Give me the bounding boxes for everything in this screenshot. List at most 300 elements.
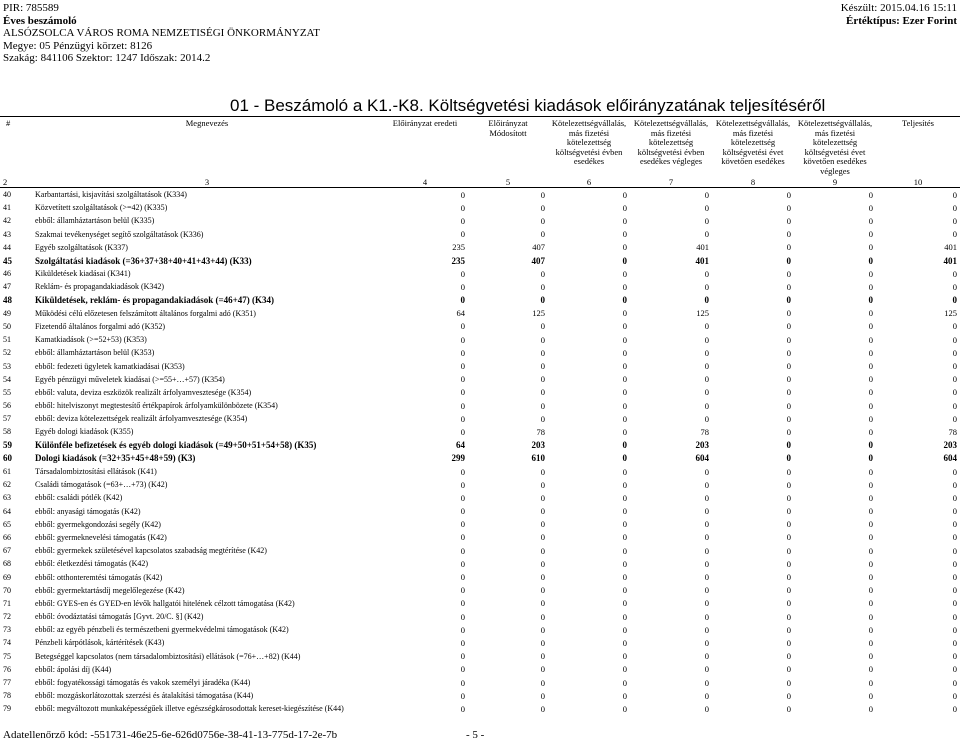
row-value: 0 xyxy=(540,572,545,583)
row-value: 0 xyxy=(460,677,465,688)
table-row xyxy=(0,650,960,663)
row-label: ebből: gyermeknevelési támogatás (K42) xyxy=(35,532,167,542)
row-number: 57 xyxy=(3,414,11,424)
row-value: 0 xyxy=(952,664,957,675)
row-value: 0 xyxy=(622,532,627,543)
col-hash: # xyxy=(0,117,32,177)
table-row xyxy=(0,386,960,399)
row-value: 0 xyxy=(622,387,627,398)
row-value: 0 xyxy=(460,611,465,622)
row-value: 0 xyxy=(868,387,873,398)
row-value: 0 xyxy=(786,598,791,609)
row-value: 0 xyxy=(868,400,873,411)
row-value: 0 xyxy=(622,479,627,490)
row-value: 0 xyxy=(868,242,873,253)
row-value: 0 xyxy=(952,189,957,200)
row-value: 0 xyxy=(786,651,791,662)
table-row xyxy=(0,663,960,676)
row-value: 0 xyxy=(786,387,791,398)
row-value: 0 xyxy=(460,426,465,437)
row-value: 0 xyxy=(540,479,545,490)
row-label: ebből: megváltozott munkaképességűek illetve egészségkárosodottak kereset-kiegészítése (K44) xyxy=(35,704,344,714)
col-original-appropriation: Előirányzat eredeti xyxy=(382,117,468,177)
row-value: 0 xyxy=(622,189,627,200)
row-number: 42 xyxy=(3,216,11,226)
row-value: 0 xyxy=(868,479,873,490)
row-value: 0 xyxy=(786,572,791,583)
table-row xyxy=(0,531,960,544)
colnum: 7 xyxy=(630,176,712,188)
row-value: 0 xyxy=(622,545,627,556)
row-value: 235 xyxy=(452,242,465,253)
row-value: 0 xyxy=(622,281,627,292)
row-value: 0 xyxy=(952,347,957,358)
row-number: 52 xyxy=(3,348,11,358)
row-value: 0 xyxy=(786,189,791,200)
row-value: 0 xyxy=(786,545,791,556)
row-value: 0 xyxy=(786,229,791,240)
row-value: 0 xyxy=(786,202,791,213)
row-value: 0 xyxy=(952,215,957,226)
row-value: 0 xyxy=(704,295,709,306)
row-value: 0 xyxy=(460,321,465,332)
row-number: 78 xyxy=(3,691,11,701)
row-value: 0 xyxy=(704,545,709,556)
row-value: 0 xyxy=(622,268,627,279)
row-value: 0 xyxy=(704,677,709,688)
row-value: 0 xyxy=(460,532,465,543)
row-number: 59 xyxy=(3,440,12,451)
row-value: 0 xyxy=(704,400,709,411)
row-value: 0 xyxy=(704,229,709,240)
row-value: 0 xyxy=(952,295,957,306)
row-value: 0 xyxy=(460,268,465,279)
row-label: ebből: hitelviszonyt megtestesítő értékpapírok árfolyamkülönbözete (K354) xyxy=(35,401,278,411)
row-value: 0 xyxy=(952,321,957,332)
row-value: 0 xyxy=(460,598,465,609)
row-value: 0 xyxy=(952,690,957,701)
row-value: 0 xyxy=(460,281,465,292)
row-value: 0 xyxy=(704,268,709,279)
row-value: 0 xyxy=(704,215,709,226)
row-value: 0 xyxy=(622,215,627,226)
row-value: 0 xyxy=(952,545,957,556)
row-value: 0 xyxy=(868,321,873,332)
row-value: 125 xyxy=(944,308,957,319)
row-number: 43 xyxy=(3,229,11,239)
row-label: ebből: GYES-en és GYED-en lévők hallgatói hitelének célzott támogatása (K42) xyxy=(35,598,295,608)
row-label: Szolgáltatási kiadások (=36+37+38+40+41+43+44) (K33) xyxy=(35,255,252,266)
table-row xyxy=(0,518,960,531)
row-value: 0 xyxy=(460,400,465,411)
row-label: Karbantartási, kisjavítási szolgáltatások (K334) xyxy=(35,190,187,200)
table-row xyxy=(0,399,960,412)
row-value: 125 xyxy=(532,308,545,319)
row-value: 0 xyxy=(868,215,873,226)
row-value: 0 xyxy=(460,295,465,306)
row-value: 125 xyxy=(696,308,709,319)
row-number: 62 xyxy=(3,480,11,490)
table-row xyxy=(0,228,960,241)
row-value: 64 xyxy=(456,440,465,451)
row-value: 0 xyxy=(786,690,791,701)
row-label: Betegséggel kapcsolatos (nem társadalombiztosítási) ellátások (=76+…+82) (K44) xyxy=(35,651,301,661)
row-value: 0 xyxy=(952,637,957,648)
colnum: 4 xyxy=(382,176,468,188)
row-value: 0 xyxy=(786,361,791,372)
row-value: 0 xyxy=(540,281,545,292)
row-value: 0 xyxy=(704,637,709,648)
row-number: 55 xyxy=(3,387,11,397)
table-row xyxy=(0,359,960,372)
row-value: 0 xyxy=(868,572,873,583)
row-value: 0 xyxy=(868,202,873,213)
row-number: 77 xyxy=(3,678,11,688)
row-value: 0 xyxy=(622,466,627,477)
row-label: ebből: ápolási díj (K44) xyxy=(35,664,112,674)
row-value: 0 xyxy=(540,413,545,424)
row-value: 0 xyxy=(704,664,709,675)
row-value: 0 xyxy=(868,281,873,292)
row-value: 0 xyxy=(460,374,465,385)
row-value: 0 xyxy=(786,585,791,596)
row-number: 65 xyxy=(3,519,11,529)
row-number: 48 xyxy=(3,295,12,306)
row-value: 0 xyxy=(704,479,709,490)
row-value: 604 xyxy=(943,453,957,464)
row-number: 76 xyxy=(3,664,11,674)
row-label: ebből: az egyéb pénzbeli és természetbeni gyermekvédelmi támogatások (K42) xyxy=(35,625,289,635)
row-number: 64 xyxy=(3,506,11,516)
row-value: 0 xyxy=(952,572,957,583)
table-row xyxy=(0,333,960,346)
row-value: 0 xyxy=(868,664,873,675)
row-value: 235 xyxy=(451,255,465,266)
row-label: ebből: valuta, deviza eszközök realizált árfolyamvesztesége (K354) xyxy=(35,387,252,397)
row-value: 0 xyxy=(704,361,709,372)
row-value: 0 xyxy=(786,215,791,226)
value-type: Értéktípus: Ezer Forint xyxy=(845,14,957,27)
row-value: 0 xyxy=(786,703,791,714)
row-value: 401 xyxy=(695,255,709,266)
row-value: 0 xyxy=(622,255,627,266)
row-value: 0 xyxy=(704,624,709,635)
row-value: 0 xyxy=(952,611,957,622)
expenditure-table xyxy=(0,116,960,716)
row-value: 0 xyxy=(786,374,791,385)
row-value: 0 xyxy=(704,202,709,213)
row-value: 299 xyxy=(451,453,465,464)
row-number: 70 xyxy=(3,585,11,595)
row-label: Működési célú előzetesen felszámított általános forgalmi adó (K351) xyxy=(35,308,256,318)
row-value: 0 xyxy=(868,585,873,596)
row-value: 0 xyxy=(868,413,873,424)
row-value: 0 xyxy=(460,703,465,714)
row-number: 49 xyxy=(3,308,11,318)
row-value: 0 xyxy=(540,387,545,398)
row-label: ebből: mozgáskorlátozottak szerzési és átalakítási támogatása (K44) xyxy=(35,691,254,701)
row-value: 0 xyxy=(786,453,791,464)
sector-line: Szakág: 841106 Szektor: 1247 Időszak: 2014.2 xyxy=(3,52,211,64)
row-number: 71 xyxy=(3,598,11,608)
report-header-left xyxy=(3,2,320,65)
row-number: 69 xyxy=(3,572,11,582)
row-number: 75 xyxy=(3,651,11,661)
row-number: 72 xyxy=(3,612,11,622)
row-value: 0 xyxy=(868,637,873,648)
row-number: 66 xyxy=(3,532,11,542)
row-value: 0 xyxy=(868,703,873,714)
row-value: 0 xyxy=(622,598,627,609)
row-value: 0 xyxy=(868,229,873,240)
row-value: 0 xyxy=(622,703,627,714)
row-value: 0 xyxy=(786,558,791,569)
row-value: 0 xyxy=(952,558,957,569)
row-value: 0 xyxy=(622,440,627,451)
colnum: 2 xyxy=(0,176,32,188)
row-value: 0 xyxy=(540,558,545,569)
table-row xyxy=(0,412,960,425)
row-value: 0 xyxy=(622,426,627,437)
colnum: 8 xyxy=(712,176,794,188)
report-header-right xyxy=(841,2,957,27)
row-label: Különféle befizetések és egyéb dologi kiadások (=49+50+51+54+58) (K35) xyxy=(35,440,317,451)
row-value: 0 xyxy=(704,281,709,292)
row-value: 0 xyxy=(786,637,791,648)
row-value: 0 xyxy=(786,242,791,253)
row-value: 0 xyxy=(622,677,627,688)
row-value: 0 xyxy=(460,585,465,596)
row-value: 0 xyxy=(540,598,545,609)
row-value: 78 xyxy=(700,426,709,437)
row-value: 0 xyxy=(952,519,957,530)
row-value: 0 xyxy=(460,545,465,556)
row-number: 51 xyxy=(3,335,11,345)
row-value: 0 xyxy=(868,255,873,266)
column-number-row xyxy=(0,176,960,188)
row-value: 0 xyxy=(540,268,545,279)
report-title: 01 - Beszámoló a K1.-K8. Költségvetési kiadások előirányzatának teljesítéséről xyxy=(230,96,826,115)
row-value: 0 xyxy=(786,255,791,266)
row-number: 47 xyxy=(3,282,11,292)
row-value: 0 xyxy=(952,400,957,411)
row-value: 0 xyxy=(540,361,545,372)
row-value: 0 xyxy=(786,532,791,543)
row-value: 0 xyxy=(952,624,957,635)
row-value: 0 xyxy=(952,268,957,279)
row-value: 0 xyxy=(868,492,873,503)
row-value: 0 xyxy=(952,229,957,240)
row-value: 0 xyxy=(622,295,627,306)
row-label: ebből: gyermekgondozási segély (K42) xyxy=(35,519,161,529)
row-number: 73 xyxy=(3,625,11,635)
row-value: 0 xyxy=(952,334,957,345)
row-value: 0 xyxy=(622,624,627,635)
table-row xyxy=(0,425,960,438)
table-row xyxy=(0,214,960,227)
row-label: ebből: életkezdési támogatás (K42) xyxy=(35,559,149,569)
row-value: 0 xyxy=(704,374,709,385)
row-value: 0 xyxy=(540,519,545,530)
row-value: 0 xyxy=(540,532,545,543)
row-value: 0 xyxy=(622,374,627,385)
row-label: ebből: deviza kötelezettségek realizált árfolyamvesztesége (K354) xyxy=(35,414,248,424)
row-value: 203 xyxy=(531,440,545,451)
row-label: ebből: államháztartáson belül (K335) xyxy=(35,216,155,226)
row-value: 0 xyxy=(540,637,545,648)
row-value: 0 xyxy=(868,506,873,517)
row-value: 610 xyxy=(531,453,545,464)
row-value: 0 xyxy=(622,506,627,517)
row-label: Kiküldetések kiadásai (K341) xyxy=(35,269,131,279)
row-value: 0 xyxy=(460,506,465,517)
row-value: 0 xyxy=(540,466,545,477)
row-value: 0 xyxy=(704,690,709,701)
row-value: 0 xyxy=(460,519,465,530)
row-value: 0 xyxy=(952,281,957,292)
table-row xyxy=(0,597,960,610)
row-value: 0 xyxy=(786,347,791,358)
row-value: 0 xyxy=(868,545,873,556)
row-value: 0 xyxy=(460,229,465,240)
row-label: Egyéb szolgáltatások (K337) xyxy=(35,242,128,252)
row-value: 203 xyxy=(695,440,709,451)
table-row xyxy=(0,346,960,359)
row-value: 0 xyxy=(786,506,791,517)
row-value: 0 xyxy=(868,295,873,306)
colnum: 9 xyxy=(794,176,876,188)
row-value: 401 xyxy=(943,255,957,266)
row-value: 0 xyxy=(460,361,465,372)
row-value: 0 xyxy=(460,387,465,398)
row-value: 0 xyxy=(622,202,627,213)
row-number: 67 xyxy=(3,546,11,556)
row-value: 0 xyxy=(786,677,791,688)
table-row xyxy=(0,544,960,557)
row-value: 0 xyxy=(786,492,791,503)
table-row xyxy=(0,254,960,267)
row-value: 0 xyxy=(622,321,627,332)
row-number: 60 xyxy=(3,453,12,464)
row-value: 0 xyxy=(786,400,791,411)
table-row xyxy=(0,439,960,452)
row-value: 0 xyxy=(786,519,791,530)
row-value: 0 xyxy=(460,215,465,226)
row-value: 0 xyxy=(540,229,545,240)
row-value: 0 xyxy=(868,426,873,437)
row-value: 0 xyxy=(704,651,709,662)
row-label: ebből: családi pótlék (K42) xyxy=(35,493,123,503)
row-value: 0 xyxy=(786,466,791,477)
column-header-row xyxy=(0,117,960,177)
row-value: 0 xyxy=(952,506,957,517)
row-label: Pénzbeli kárpótlások, kártérítések (K43) xyxy=(35,638,165,648)
row-value: 0 xyxy=(540,492,545,503)
row-number: 74 xyxy=(3,638,11,648)
table-row xyxy=(0,623,960,636)
row-label: Fizetendő általános forgalmi adó (K352) xyxy=(35,321,166,331)
row-value: 0 xyxy=(622,400,627,411)
row-number: 50 xyxy=(3,321,11,331)
row-value: 0 xyxy=(540,677,545,688)
row-label: ebből: gyermekek születésével kapcsolatos szabadság megtérítése (K42) xyxy=(35,546,267,556)
row-value: 0 xyxy=(540,611,545,622)
table-row xyxy=(0,280,960,293)
row-label: Egyéb pénzügyi műveletek kiadásai (>=55+…+57) (K354) xyxy=(35,374,225,384)
table-row xyxy=(0,465,960,478)
col-commitment-following-final: Kötelezettségvállalás, más fizetési kötelezettség költségvetési évet követően esedékes végleges xyxy=(794,117,876,177)
row-value: 0 xyxy=(460,202,465,213)
row-value: 0 xyxy=(622,242,627,253)
row-label: ebből: otthonteremtési támogatás (K42) xyxy=(35,572,163,582)
row-value: 0 xyxy=(540,585,545,596)
row-number: 41 xyxy=(3,203,11,213)
row-value: 0 xyxy=(704,558,709,569)
row-value: 0 xyxy=(868,440,873,451)
row-value: 0 xyxy=(460,637,465,648)
row-value: 0 xyxy=(704,466,709,477)
row-value: 0 xyxy=(540,664,545,675)
table-row xyxy=(0,557,960,570)
row-value: 0 xyxy=(704,585,709,596)
row-value: 0 xyxy=(952,479,957,490)
row-value: 0 xyxy=(786,321,791,332)
col-modified-appropriation: Előirányzat Módosított xyxy=(468,117,548,177)
row-label: Dologi kiadások (=32+35+45+48+59) (K3) xyxy=(35,453,196,464)
row-value: 0 xyxy=(952,202,957,213)
row-value: 0 xyxy=(540,295,545,306)
row-value: 0 xyxy=(704,347,709,358)
table-row xyxy=(0,636,960,649)
table-row xyxy=(0,320,960,333)
row-value: 0 xyxy=(460,624,465,635)
row-label: ebből: anyasági támogatás (K42) xyxy=(35,506,141,516)
created-date: Készült: 2015.04.16 15:11 xyxy=(840,2,957,14)
row-value: 0 xyxy=(622,334,627,345)
row-value: 0 xyxy=(952,598,957,609)
row-value: 0 xyxy=(622,558,627,569)
row-value: 0 xyxy=(704,572,709,583)
table-row xyxy=(0,307,960,320)
page-number: - 5 - xyxy=(466,729,485,741)
row-value: 0 xyxy=(952,585,957,596)
row-number: 40 xyxy=(3,190,11,200)
row-label: Kamatkiadások (>=52+53) (K353) xyxy=(35,335,147,345)
table-row xyxy=(0,570,960,583)
pir-number: PIR: 785589 xyxy=(3,2,59,14)
row-value: 0 xyxy=(952,466,957,477)
row-value: 0 xyxy=(460,413,465,424)
table-row xyxy=(0,267,960,280)
county-line: Megye: 05 Pénzügyi körzet: 8126 xyxy=(3,39,153,52)
row-value: 0 xyxy=(704,334,709,345)
row-value: 0 xyxy=(952,413,957,424)
row-value: 0 xyxy=(540,347,545,358)
row-number: 44 xyxy=(3,242,11,252)
row-label: ebből: gyermektartásdíj megelőlegezése (K42) xyxy=(35,585,185,595)
table-row xyxy=(0,241,960,254)
row-value: 0 xyxy=(540,321,545,332)
row-value: 64 xyxy=(456,308,465,319)
row-label: Szakmai tevékenységet segítő szolgáltatások (K336) xyxy=(35,229,204,239)
row-value: 0 xyxy=(952,703,957,714)
row-value: 604 xyxy=(695,453,709,464)
row-number: 79 xyxy=(3,704,11,714)
row-value: 0 xyxy=(704,611,709,622)
row-number: 68 xyxy=(3,559,11,569)
row-value: 0 xyxy=(786,479,791,490)
row-value: 0 xyxy=(622,611,627,622)
